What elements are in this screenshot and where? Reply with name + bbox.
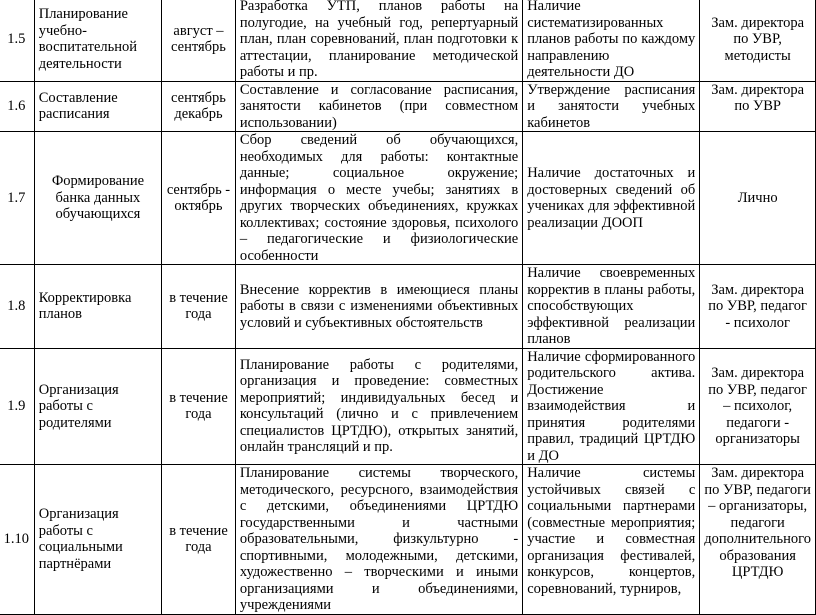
- content-text: Планирование работы с родителями, организация и проведение: совместных мероприятий; индивидуальных бесед и консультаций (лично и с привлечением специалистов ЦРТДЮ), открытых занятий, онлайн трансляций и пр.: [239, 356, 519, 456]
- row-content: [235, 132, 522, 265]
- row-title: Планирование учебно-воспитательной деятельности: [34, 0, 161, 81]
- row-title: Организация работы с социальными партнёрами: [34, 465, 161, 615]
- row-period: август – сентябрь: [162, 0, 236, 81]
- table-row: [0, 465, 816, 615]
- row-number: 1.5: [0, 0, 34, 81]
- row-title: Корректировка планов: [34, 265, 161, 349]
- row-responsible: Лично: [700, 132, 816, 265]
- table-row: [0, 132, 816, 265]
- row-number: 1.8: [0, 265, 34, 349]
- result-text: Наличие системы устойчивых связей с социальными партнерами (совместные мероприятия; участие и совместная организация фестивалей, конкурсов, концертов, соревнований, турниров,: [527, 465, 696, 597]
- result-text: Утверждение расписания и занятости учебных кабинетов: [527, 81, 696, 131]
- row-content: [235, 81, 522, 132]
- table-row: [0, 348, 816, 465]
- content-text: Разработка УТП, планов работы на полугодие, на учебный год, репертуарный план, план соревнований, план подготовки к аттестации, планирование методической работы и пр.: [239, 0, 519, 80]
- row-responsible: Зам. директора по УВР, педагог - психолог: [700, 265, 816, 349]
- row-period: в течение года: [162, 465, 236, 615]
- row-period: сентябрь декабрь: [162, 81, 236, 132]
- content-text: Составление и согласование расписания, занятости кабинетов (при совместном использовании): [239, 81, 519, 131]
- row-result: [523, 81, 700, 132]
- row-period: в течение года: [162, 265, 236, 349]
- row-responsible: Зам. директора по УВР, педагоги – организаторы, педагоги дополнительного образования ЦРТДЮ: [700, 465, 816, 615]
- content-text: Сбор сведений об обучающихся, необходимых для работы: контактные данные; социальное окружение; информация о месте учебы; занятиях в других творческих объединениях, кружках коллективах; состояние здоровья, психолого – педагогические и физиологические особенности: [239, 132, 519, 264]
- row-title: Формирование банка данных обучающихся: [34, 132, 161, 265]
- row-responsible: Зам. директора по УВР: [700, 81, 816, 132]
- row-responsible: Зам. директора по УВР, методисты: [700, 0, 816, 81]
- row-responsible: Зам. директора по УВР, педагог – психолог, педагоги - организаторы: [700, 348, 816, 465]
- row-result: [523, 348, 700, 465]
- row-period: сентябрь - октябрь: [162, 132, 236, 265]
- result-text: Наличие систематизированных планов работы по каждому направлению деятельности ДО: [527, 0, 696, 80]
- row-number: 1.7: [0, 132, 34, 265]
- row-number: 1.10: [0, 465, 34, 615]
- result-text: Наличие своевременных корректив в планы работы, способствующих эффективной реализации планов: [527, 265, 696, 347]
- row-result: [523, 132, 700, 265]
- row-content: [235, 265, 522, 349]
- row-content: [235, 348, 522, 465]
- row-result: [523, 0, 700, 81]
- row-number: 1.9: [0, 348, 34, 465]
- content-text: Внесение корректив в имеющиеся планы работы в связи с изменениями объективных условий и субъективных обстоятельств: [239, 281, 519, 331]
- row-content: [235, 465, 522, 615]
- row-title: Организация работы с родителями: [34, 348, 161, 465]
- row-result: [523, 465, 700, 615]
- result-text: Наличие достаточных и достоверных сведений об учениках для эффективной реализации ДООП: [527, 165, 696, 231]
- row-content: [235, 0, 522, 81]
- row-title: Составление расписания: [34, 81, 161, 132]
- result-text: Наличие сформированного родительского актива. Достижение взаимодействия и принятия родителями правил, традиций ЦРТДЮ и ДО: [527, 348, 696, 464]
- table-row: [0, 265, 816, 349]
- content-text: Планирование системы творческого, методического, ресурсного, взаимодействия с детскими, объединениями ЦРТДЮ государственными и частными образовательными, физкультурно - спортивными, молодежными, детскими, художественно – творческими и иными организациями и объединениями, учреждениями: [239, 465, 519, 613]
- table-row: [0, 81, 816, 132]
- row-period: в течение года: [162, 348, 236, 465]
- row-result: [523, 265, 700, 349]
- table-row: [0, 0, 816, 81]
- row-number: 1.6: [0, 81, 34, 132]
